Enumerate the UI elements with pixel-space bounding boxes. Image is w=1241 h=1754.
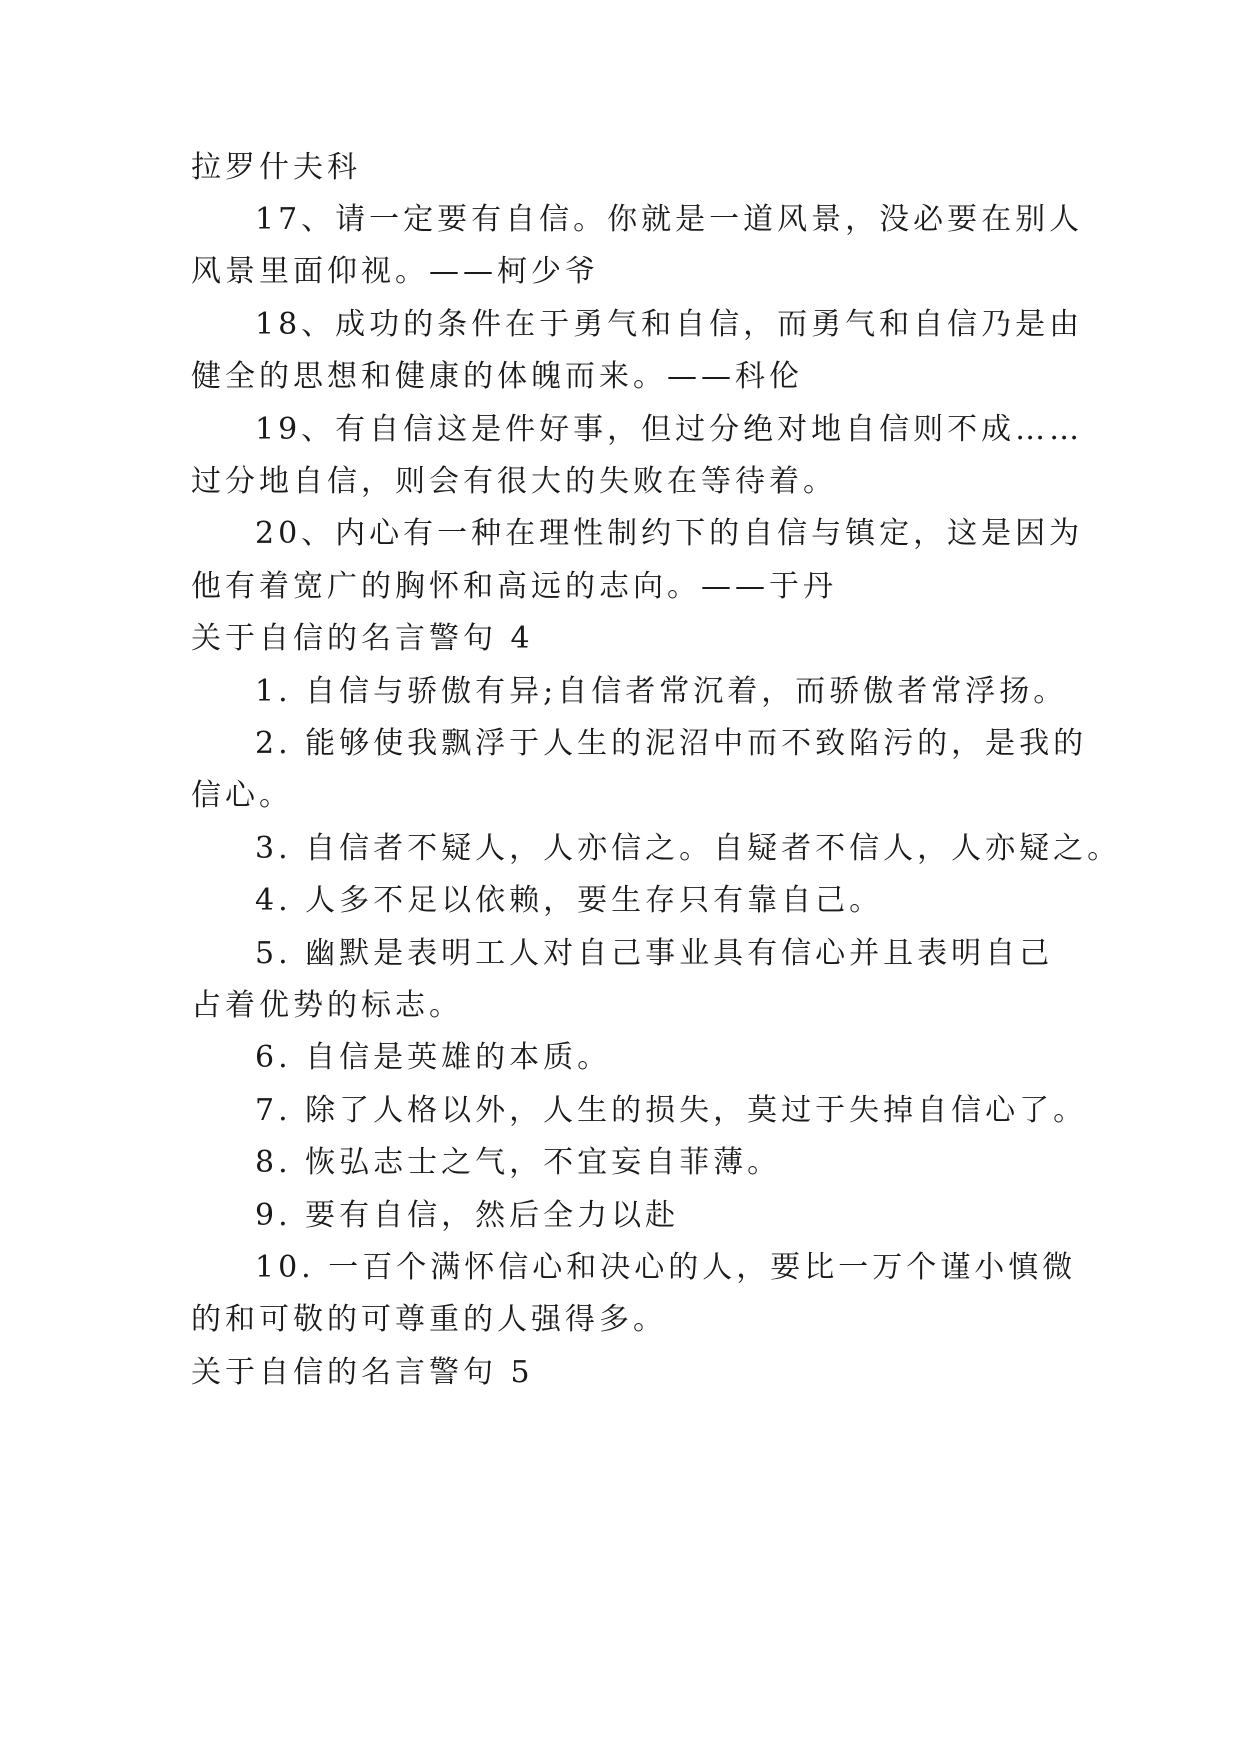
quote-19-line-2: 过分地自信，则会有很大的失败在等待着。 <box>191 464 837 499</box>
quote-1: 1. 自信与骄傲有异;自信者常沉着，而骄傲者常浮扬。 <box>255 674 1068 709</box>
quote-4: 4. 人多不足以依赖，要生存只有靠自己。 <box>255 883 884 918</box>
quote-3: 3. 自信者不疑人，人亦信之。自疑者不信人，人亦疑之。 <box>255 831 1122 866</box>
quote-2-line-2: 信心。 <box>191 778 293 813</box>
quote-10-line-1: 10. 一百个满怀信心和决心的人，要比一万个谨小慎微 <box>255 1250 1077 1285</box>
quote-20-line-2: 他有着宽广的胸怀和高远的志向。——于丹 <box>191 569 837 604</box>
quote-6: 6. 自信是英雄的本质。 <box>255 1040 612 1075</box>
quote-5-line-1: 5. 幽默是表明工人对自己事业具有信心并且表明自己 <box>255 936 1054 971</box>
quote-10-line-2: 的和可敬的可尊重的人强得多。 <box>191 1302 667 1337</box>
quote-5-line-2: 占着优势的标志。 <box>191 988 463 1023</box>
text-line: 拉罗什夫科 <box>191 150 361 185</box>
quote-17-line-2: 风景里面仰视。——柯少爷 <box>191 254 599 289</box>
quote-2-line-1: 2. 能够使我飘浮于人生的泥沼中而不致陷污的，是我的 <box>255 726 1088 761</box>
quote-18-line-1: 18、成功的条件在于勇气和自信，而勇气和自信乃是由 <box>255 307 1084 342</box>
section-heading-4: 关于自信的名言警句 4 <box>191 621 534 656</box>
quote-18-line-2: 健全的思想和健康的体魄而来。——科伦 <box>191 359 803 394</box>
quote-20-line-1: 20、内心有一种在理性制约下的自信与镇定，这是因为 <box>255 516 1084 551</box>
quote-7: 7. 除了人格以外，人生的损失，莫过于失掉自信心了。 <box>255 1093 1088 1128</box>
quote-17-line-1: 17、请一定要有自信。你就是一道风景，没必要在别人 <box>255 202 1084 237</box>
section-heading-5: 关于自信的名言警句 5 <box>191 1355 534 1390</box>
quote-9: 9. 要有自信，然后全力以赴 <box>255 1198 680 1233</box>
quote-19-line-1: 19、有自信这是件好事，但过分绝对地自信则不成…… <box>255 412 1084 447</box>
quote-8: 8. 恢弘志士之气，不宜妄自菲薄。 <box>255 1145 782 1180</box>
